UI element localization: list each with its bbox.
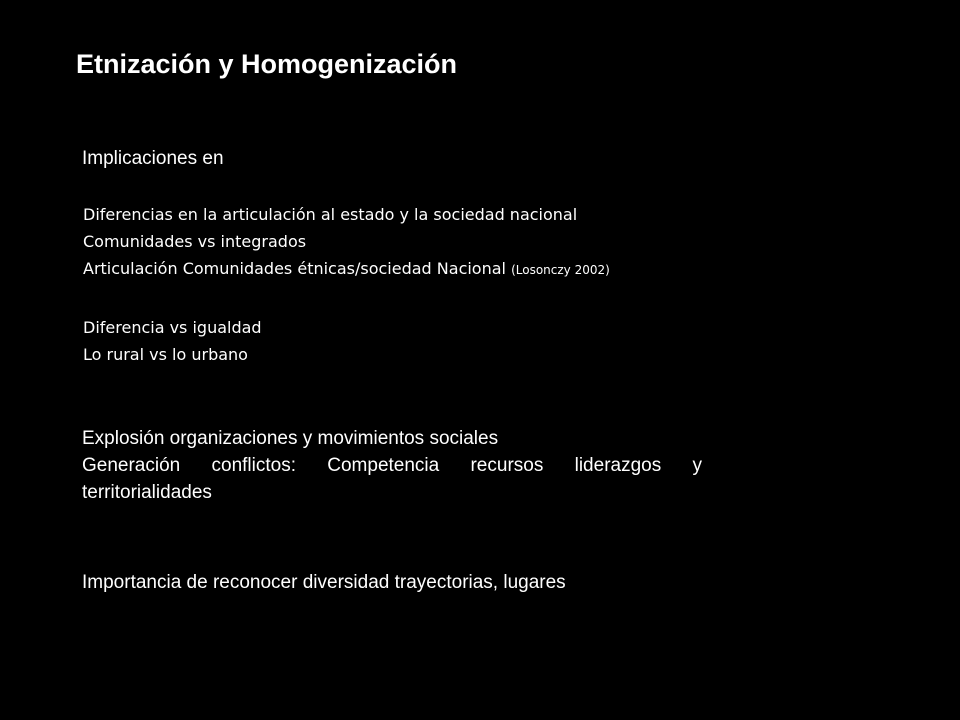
slide-title: Etnización y Homogenización — [76, 49, 458, 79]
differences-list — [83, 201, 610, 284]
list-item: Comunidades vs integrados — [83, 232, 307, 251]
paragraph-line: Explosión organizaciones y movimientos sociales — [82, 428, 499, 449]
paragraph-line: Importancia de reconocer diversidad trayectorias, lugares — [82, 572, 566, 593]
contrast-list — [83, 314, 262, 368]
list-item: Lo rural vs lo urbano — [83, 345, 248, 364]
list-item-text: Articulación Comunidades étnicas/sociedad Nacional — [83, 259, 506, 278]
consequences-paragraph — [82, 425, 702, 506]
closing-paragraph — [82, 569, 566, 596]
list-item: Diferencias en la articulación al estado y la sociedad nacional — [83, 205, 578, 224]
list-item-with-citation — [83, 255, 610, 284]
list-item: Diferencia vs igualdad — [83, 318, 262, 337]
citation: (Losonczy 2002) — [511, 263, 610, 277]
implications-heading: Implicaciones en — [82, 148, 224, 169]
paragraph-line: Generación conflictos: Competencia recursos liderazgos y territorialidades — [82, 455, 702, 503]
